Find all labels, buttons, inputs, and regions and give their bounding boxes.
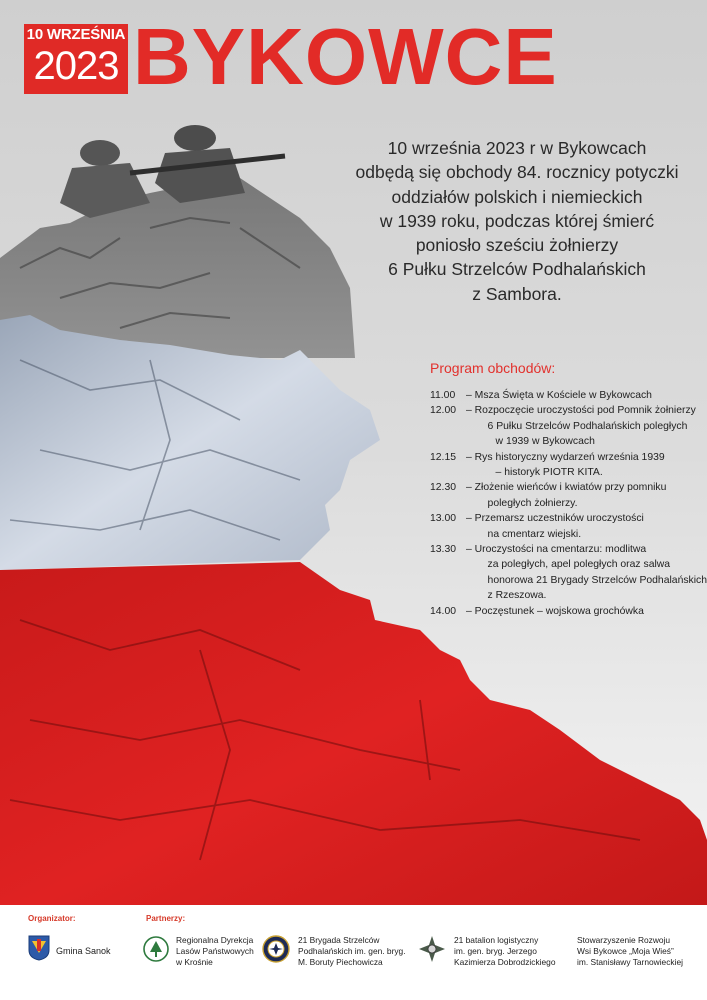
partner-line: Lasów Państwowych — [176, 946, 254, 956]
program-time — [430, 465, 466, 480]
intro-line: w 1939 roku, podczas której śmierć — [379, 210, 655, 231]
intro-line: poniosło sześciu żołnierzy — [415, 235, 619, 256]
program-desc: – Uroczystości na cmentarzu: modlitwa — [466, 544, 647, 556]
program-time: 13.00 — [430, 513, 457, 525]
program-row — [430, 496, 707, 511]
partner-line: Podhalańskich im. gen. bryg. — [298, 946, 406, 956]
program-time: 12.15 — [430, 451, 457, 463]
program-desc: z Rzeszowa. — [476, 590, 547, 602]
program-row — [430, 450, 707, 465]
program-row — [430, 434, 707, 449]
partner-line: M. Boruty Piechowicza — [298, 957, 383, 967]
program-time: 14.00 — [430, 605, 457, 617]
date-day-month: 10 WRZEŚNIA — [26, 26, 126, 43]
program-row — [430, 419, 707, 434]
partner-line: im. Stanisławy Tarnowieckiej — [577, 957, 683, 967]
partner-name — [176, 935, 254, 968]
program-row — [430, 573, 707, 588]
intro-line: odbędą się obchody 84. rocznicy potyczki — [355, 162, 679, 183]
program-desc: – Rys historyczny wydarzeń września 1939 — [466, 451, 665, 463]
program-desc: na cmentarz wiejski. — [476, 528, 582, 540]
poster-title: BYKOWCE — [133, 12, 558, 101]
brigade-badge-icon — [262, 935, 290, 963]
program-row — [430, 465, 707, 480]
program-time: 13.30 — [430, 544, 457, 556]
tree-emblem-icon — [143, 936, 169, 962]
program-row — [430, 604, 707, 619]
date-year: 2023 — [33, 44, 119, 88]
program-time — [430, 588, 466, 603]
program-row — [430, 480, 707, 495]
intro-line: oddziałów polskich i niemieckich — [391, 186, 643, 207]
intro-line: 10 września 2023 r w Bykowcach — [387, 138, 647, 158]
partner-line: Kazimierza Dobrodzickiego — [454, 957, 556, 967]
program-desc: – historyk PIOTR KITA. — [484, 467, 603, 479]
program-desc: 6 Pułku Strzelców Podhalańskich poległych — [476, 420, 688, 432]
program-heading: Program obchodów: — [430, 360, 556, 376]
partner-line: w Krośnie — [176, 957, 213, 967]
partners-label: Partnerzy: — [146, 914, 186, 923]
program-row — [430, 511, 707, 526]
program-desc: honorowa 21 Brygady Strzelców Podhalańskich — [476, 574, 707, 586]
program-desc: – Złożenie wieńców i kwiatów przy pomniku — [466, 482, 667, 494]
partner-name — [577, 935, 683, 968]
program-desc: – Przemarsz uczestników uroczystości — [466, 513, 644, 525]
partner-name — [454, 935, 555, 968]
program-row — [430, 542, 707, 557]
partner-line: 21 Brygada Strzelców — [298, 935, 380, 945]
program-time — [430, 527, 466, 542]
program-time — [430, 434, 466, 449]
program-time — [430, 557, 466, 572]
sanok-coat-of-arms-icon — [28, 935, 50, 961]
program-desc: za poległych, apel poległych oraz salwa — [476, 559, 671, 571]
program-time: 12.00 — [430, 405, 457, 417]
program-time — [430, 419, 466, 434]
program-row — [430, 588, 707, 603]
partner-line: Wsi Bykowce „Moja Wieś” — [577, 946, 674, 956]
program-list — [430, 388, 707, 619]
program-row — [430, 388, 707, 403]
program-time: 12.30 — [430, 482, 457, 494]
partner-name — [298, 935, 406, 968]
organizer-label: Organizator: — [28, 914, 76, 923]
program-time — [430, 573, 466, 588]
organizer-name: Gmina Sanok — [56, 946, 111, 956]
date-badge — [24, 24, 128, 94]
program-desc: poległych żołnierzy. — [476, 497, 578, 509]
intro-line: z Sambora. — [472, 283, 562, 304]
footer — [0, 905, 707, 1000]
partner-line: im. gen. bryg. Jerzego — [454, 946, 537, 956]
intro-line: 6 Pułku Strzelców Podhalańskich — [388, 259, 646, 280]
program-row — [430, 527, 707, 542]
program-row — [430, 403, 707, 418]
program-time: 11.00 — [430, 390, 456, 401]
program-desc: – Poczęstunek – wojskowa grochówka — [466, 605, 644, 617]
battalion-cross-icon — [418, 935, 446, 963]
program-row — [430, 557, 707, 572]
program-desc: – Msza Święta w Kościele w Bykowcach — [466, 390, 652, 401]
program-desc: w 1939 w Bykowcach — [484, 436, 595, 448]
program-time — [430, 496, 466, 511]
partner-line: Regionalna Dyrekcja — [176, 935, 254, 945]
program-desc: – Rozpoczęcie uroczystości pod Pomnik żołnierzy — [466, 405, 696, 417]
intro-text — [352, 136, 682, 306]
partner-line: 21 batalion logistyczny — [454, 935, 539, 945]
partner-line: Stowarzyszenie Rozwoju — [577, 935, 671, 945]
